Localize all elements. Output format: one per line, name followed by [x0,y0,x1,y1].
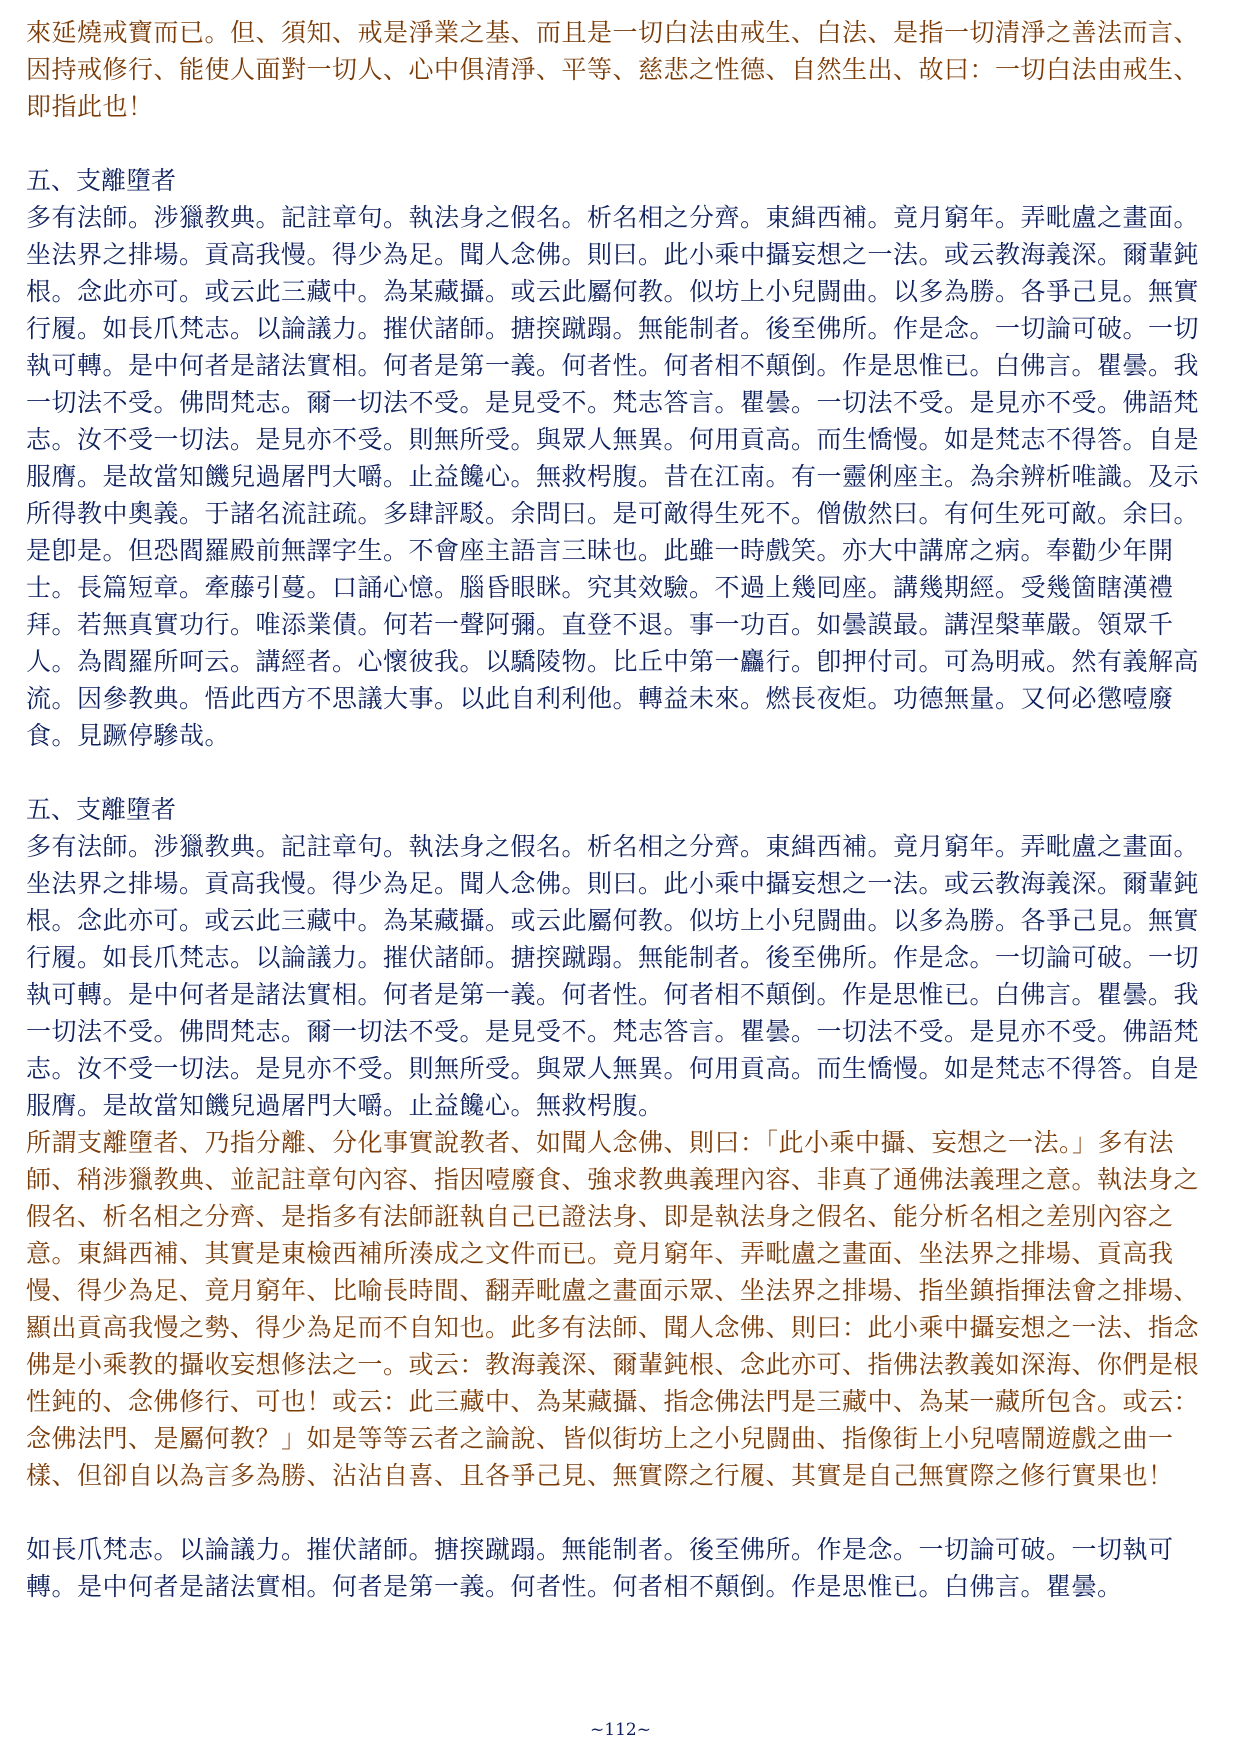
quote-passage-1: 多有法師。涉獵教典。記註章句。執法身之假名。析名相之分齊。東緝西補。竟月窮年。弄毗盧之畫面。坐法界之排場。貢高我慢。得少為足。聞人念佛。則曰。此小乘中攝妄想之一法。或云教海義深。爾輩鈍根。念此亦可。或云此三藏中。為某藏攝。或云此屬何教。似坊上小兒闘曲。以多為勝。各爭己見。無實行履。如長爪梵志。以論議力。摧伏諸師。搪揬蹴蹋。無能制者。後至佛所。作是念。一切論可破。一切執可轉。是中何者是諸法實相。何者是第一義。何者性。何者相不顛倒。作是思惟已。白佛言。瞿曇。我一切法不受。佛問梵志。爾一切法不受。是見受不。梵志答言。瞿曇。一切法不受。是見亦不受。佛語梵志。汝不受一切法。是見亦不受。則無所受。與眾人無異。何用貢高。而生憍慢。如是梵志不得答。自是服膺。是故當知饑兒過屠門大嚼。止益饞心。無救枵腹。昔在江南。有一靈俐座主。為余辨析唯識。及示所得教中奧義。于諸名流註疏。多肆評駁。余問曰。是可敵得生死不。僧傲然曰。有何生死可敵。余曰。是卽是。但恐閻羅殿前無譯字生。不會座主語言三昧也。此雖一時戲笑。亦大中講席之病。奉勸少年開士。長篇短章。牽藤引蔓。口誦心憶。腦昏眼眯。究其效驗。不過上幾囘座。講幾期經。受幾箇瞎漢禮拜。若無真實功行。唯添業債。何若一聲阿彌。直登不退。事一功百。如曇謨最。講涅槃華嚴。領眾千人。為閻羅所呵云。講經者。心懷彼我。以驕陵物。比丘中第一麤行。卽押付司。可為明戒。然有義解高流。因參教典。悟此西方不思議大事。以此自利利他。轉益未來。燃長夜炬。功德無量。又何必懲噎廢食。見蹶停驂哉。 [26,203,1200,750]
document-page [26,14,1216,1605]
spacer [26,754,1216,791]
quote-passage-2: 多有法師。涉獵教典。記註章句。執法身之假名。析名相之分齊。東緝西補。竟月窮年。弄毗盧之畫面。坐法界之排場。貢高我慢。得少為足。聞人念佛。則曰。此小乘中攝妄想之一法。或云教海義深。爾輩鈍根。念此亦可。或云此三藏中。為某藏攝。或云此屬何教。似坊上小兒闘曲。以多為勝。各爭己見。無實行履。如長爪梵志。以論議力。摧伏諸師。搪揬蹴蹋。無能制者。後至佛所。作是念。一切論可破。一切執可轉。是中何者是諸法實相。何者是第一義。何者性。何者相不顛倒。作是思惟已。白佛言。瞿曇。我一切法不受。佛問梵志。爾一切法不受。是見受不。梵志答言。瞿曇。一切法不受。是見亦不受。佛語梵志。汝不受一切法。是見亦不受。則無所受。與眾人無異。何用貢高。而生憍慢。如是梵志不得答。自是服膺。是故當知饑兒過屠門大嚼。止益饞心。無救枵腹。 [26,832,1200,1120]
commentary-passage: 所謂支離墮者、乃指分離、分化事實說教者、如聞人念佛、則曰：「此小乘中攝、妄想之一法。」多有法師、稍涉獵教典、並記註章句內容、指因噎廢食、強求教典義理內容、非真了通佛法義理之意。執法身之假名、析名相之分齊、是指多有法師誑執自己已證法身、即是執法身之假名、能分析名相之差別內容之意。東緝西補、其實是東檢西補所湊成之文件而已。竟月窮年、弄毗盧之畫面、坐法界之排場、貢高我慢、得少為足、竟月窮年、比喻長時間、翻弄毗盧之畫面示眾、坐法界之排場、指坐鎮指揮法會之排場、顯出貢高我慢之勢、得少為足而不自知也。此多有法師、聞人念佛、則曰：此小乘中攝妄想之一法、指念佛是小乘教的攝收妄想修法之一。或云：教海義深、爾輩鈍根、念此亦可、指佛法教義如深海、你們是根性鈍的、念佛修行、可也！或云：此三藏中、為某藏攝、指念佛法門是三藏中、為某一藏所包含。或云：念佛法門、是屬何教？」如是等等云者之論說、皆似街坊上之小兒闘曲、指像街上小兒嘻鬧遊戲之曲一樣、但卻自以為言多為勝、沾沾自喜、且各爭己見、無實際之行履、其實是自己無實際之修行實果也！ [26,1128,1200,1490]
page-number: ~112~ [590,1720,651,1740]
section-heading-1: 五、支離墮者 [26,166,177,195]
intro-commentary: 來延燒戒寶而已。但、須知、戒是淨業之基、而且是一切白法由戒生、白法、是指一切清淨之善法而言、因持戒修行、能使人面對一切人、心中俱清淨、平等、慈悲之性德、自然生出、故曰：一切白法由戒生、即指此也！ [26,18,1200,121]
quote-passage-3: 如長爪梵志。以論議力。摧伏諸師。搪揬蹴蹋。無能制者。後至佛所。作是念。一切論可破。一切執可轉。是中何者是諸法實相。何者是第一義。何者性。何者相不顛倒。作是思惟已。白佛言。瞿曇。 [26,1535,1174,1601]
spacer [26,1494,1216,1531]
section-heading-2: 五、支離墮者 [26,795,177,824]
spacer [26,125,1216,162]
